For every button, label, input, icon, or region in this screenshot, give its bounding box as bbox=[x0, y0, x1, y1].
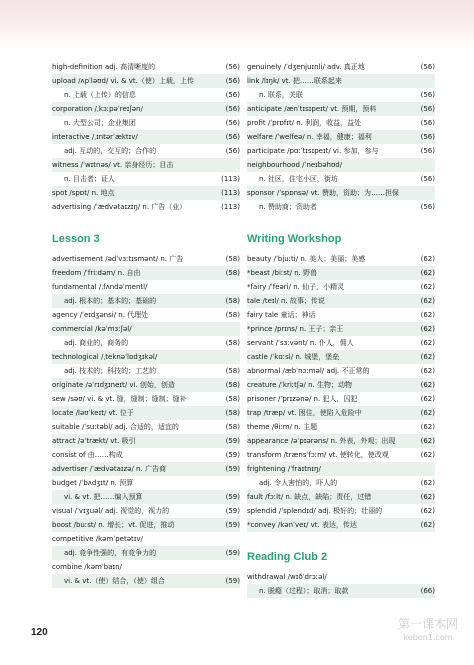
vocab-row bbox=[52, 392, 240, 406]
vocab-entry-text: welfare /ˈwelfeə/ n. 幸福，健康；福利 bbox=[247, 133, 372, 141]
vocab-entry-text: link /lɪŋk/ vt. 把……联系起来 bbox=[247, 77, 342, 85]
vocab-entry-text: vi. & vt.（使）结合，（使）组合 bbox=[64, 577, 165, 585]
vocab-page-ref: (62) bbox=[420, 395, 435, 403]
vocab-page-ref: (113) bbox=[221, 175, 240, 183]
vocab-entry-text: servant /ˈsɜːvənt/ n. 仆人，佣人 bbox=[247, 339, 354, 347]
vocab-page-ref: (58) bbox=[225, 255, 240, 263]
vocab-row bbox=[52, 200, 240, 214]
vocab-row bbox=[247, 518, 435, 532]
vocab-row bbox=[247, 308, 435, 322]
writing-workshop-list bbox=[247, 252, 435, 532]
vocab-row bbox=[247, 434, 435, 448]
vocab-page-ref: (66) bbox=[409, 584, 435, 598]
vocab-row bbox=[52, 336, 240, 350]
vocab-entry-text: trap /træp/ vt. 困住，使陷入危险中 bbox=[247, 409, 362, 417]
vocab-entry-text: competitive /kəmˈpetətɪv/ bbox=[52, 535, 143, 543]
vocab-page-ref: (56) bbox=[409, 130, 435, 144]
vocab-page-ref: (56) bbox=[409, 102, 435, 116]
vocab-page-ref: (56) bbox=[225, 119, 240, 127]
vocab-entry-text: freedom /ˈfriːdəm/ n. 自由 bbox=[52, 269, 141, 277]
vocab-entry-text: *beast /biːst/ n. 野兽 bbox=[247, 269, 318, 277]
vocab-entry-text: technological /ˌteknəˈlɒdʒɪkəl/ bbox=[52, 353, 158, 361]
vocab-page-ref: (62) bbox=[409, 322, 435, 336]
vocab-entry-text: n. 赞助商；资助者 bbox=[259, 203, 317, 211]
vocab-row bbox=[52, 322, 240, 336]
vocab-entry-text: *prince /prɪns/ n. 王子；亲王 bbox=[247, 325, 344, 333]
vocab-row bbox=[52, 88, 240, 102]
vocab-row bbox=[247, 116, 435, 130]
vocab-page-ref: (59) bbox=[214, 518, 240, 532]
vocab-row bbox=[52, 364, 240, 378]
vocab-entry-text: n. 目击者；证人 bbox=[64, 175, 115, 183]
vocab-page-ref: (58) bbox=[225, 367, 240, 375]
vocab-entry-text: budget /ˈbʌdʒɪt/ n. 预算 bbox=[52, 479, 134, 487]
vocab-entry-text: advertiser /ˈædvətaɪzə/ n. 广告商 bbox=[52, 465, 166, 473]
vocab-page-ref: (59) bbox=[214, 434, 240, 448]
vocab-row bbox=[247, 60, 435, 74]
vocab-entry-text: fault /fɔːlt/ n. 缺点，缺陷；责任，过错 bbox=[247, 493, 372, 501]
vocab-row bbox=[247, 172, 435, 186]
vocab-page-ref: (58) bbox=[214, 266, 240, 280]
vocab-row bbox=[247, 476, 435, 490]
vocab-entry-text: agency /ˈeɪdʒənsi/ n. 代理处 bbox=[52, 311, 149, 319]
vocab-page-ref: (62) bbox=[409, 350, 435, 364]
vocab-page-ref: (62) bbox=[409, 294, 435, 308]
section-title-writing-workshop: Writing Workshop bbox=[247, 233, 342, 245]
vocab-page-ref: (59) bbox=[225, 451, 240, 459]
vocab-page-ref: (62) bbox=[409, 518, 435, 532]
vocab-entry-text: fairy tale 童话；神话 bbox=[247, 311, 316, 319]
vocab-page-ref: (56) bbox=[420, 175, 435, 183]
vocab-row bbox=[247, 448, 435, 462]
vocab-entry-text: n. 社区，住宅小区，街坊 bbox=[259, 175, 338, 183]
vocab-page-ref: (58) bbox=[225, 311, 240, 319]
vocab-row bbox=[52, 462, 240, 476]
vocab-row bbox=[52, 308, 240, 322]
vocab-row bbox=[247, 266, 435, 280]
vocab-page-ref: (62) bbox=[420, 507, 435, 515]
vocab-row bbox=[247, 336, 435, 350]
page-number: 120 bbox=[31, 627, 48, 638]
vocab-page-ref: (62) bbox=[420, 255, 435, 263]
vocab-entry-text: genuinely /ˈdʒenjuɪnli/ adv. 真正地 bbox=[247, 63, 365, 71]
vocab-row bbox=[52, 266, 240, 280]
vocab-entry-text: tale /teɪl/ n. 故事；传说 bbox=[247, 297, 325, 305]
vocab-entry-text: frightening /ˈfraɪtnɪŋ/ bbox=[247, 465, 321, 473]
watermark-logo bbox=[388, 618, 468, 644]
vocab-row bbox=[247, 74, 435, 88]
vocab-row bbox=[52, 504, 240, 518]
vocab-row bbox=[247, 570, 435, 584]
vocab-page-ref: (62) bbox=[409, 490, 435, 504]
vocab-page-ref: (59) bbox=[214, 462, 240, 476]
vocab-entry-text: fundamental /ˌfʌndəˈmentl/ bbox=[52, 283, 148, 291]
vocab-row bbox=[52, 144, 240, 158]
vocab-row bbox=[52, 476, 240, 490]
vocab-row bbox=[52, 280, 240, 294]
vocab-page-ref: (56) bbox=[214, 74, 240, 88]
vocab-row bbox=[247, 294, 435, 308]
vocab-row bbox=[247, 490, 435, 504]
section-title-lesson-3: Lesson 3 bbox=[52, 233, 100, 245]
vocab-entry-text: adj. 令人害怕的，吓人的 bbox=[259, 479, 338, 487]
vocab-entry-text: high-definition adj. 高清晰度的 bbox=[52, 63, 156, 71]
vocab-entry-text: spot /spɒt/ n. 地点 bbox=[52, 189, 115, 197]
vocab-page-ref: (56) bbox=[420, 91, 435, 99]
vocab-entry-text: witness /ˈwɪtnəs/ vt. 亲身经历；目击 bbox=[52, 161, 174, 169]
vocab-entry-text: n. 联系，关联 bbox=[259, 91, 303, 99]
vocab-row bbox=[247, 252, 435, 266]
section-title-reading-club: Reading Club 2 bbox=[247, 551, 328, 563]
vocab-page-ref: (56) bbox=[420, 203, 435, 211]
vocab-entry-text: interactive /ˌɪntərˈæktɪv/ bbox=[52, 133, 138, 141]
vocab-row bbox=[247, 280, 435, 294]
vocab-entry-text: locate /ləʊˈkeɪt/ vt. 位于 bbox=[52, 409, 134, 417]
vocab-row bbox=[247, 420, 435, 434]
vocab-entry-text: splendid /ˈsplendɪd/ adj. 极好的；壮丽的 bbox=[247, 507, 383, 515]
watermark-text: 第一课本网 bbox=[397, 617, 458, 631]
vocab-row bbox=[52, 490, 240, 504]
vocab-page-ref: (62) bbox=[409, 266, 435, 280]
vocab-row bbox=[52, 158, 240, 172]
vocab-row bbox=[247, 504, 435, 518]
vocab-entry-text: sew /səʊ/ vi. & vt. 缝，缝制；缝制；缝补 bbox=[52, 395, 187, 403]
vocab-page-ref: (62) bbox=[420, 283, 435, 291]
vocab-entry-text: anticipate /ænˈtɪsɪpeɪt/ vt. 预期，预料 bbox=[247, 105, 377, 113]
header-band bbox=[0, 0, 474, 50]
right-column bbox=[247, 60, 435, 598]
vocab-row bbox=[52, 420, 240, 434]
vocab-entry-text: profit /ˈprɒfɪt/ n. 利润，收益，益处 bbox=[247, 119, 362, 127]
vocab-row bbox=[247, 144, 435, 158]
vocab-row bbox=[247, 186, 435, 200]
vocab-entry-text: adj. 商业的，商务的 bbox=[64, 339, 129, 347]
vocab-page-ref: (62) bbox=[420, 367, 435, 375]
vocab-row bbox=[52, 60, 240, 74]
vocab-page-ref: (62) bbox=[420, 423, 435, 431]
vocab-page-ref: (62) bbox=[420, 451, 435, 459]
vocab-entry-text: beauty /ˈbjuːti/ n. 美人；美丽；美感 bbox=[247, 255, 366, 263]
vocab-entry-text: abnormal /æbˈnɔːməl/ adj. 不正常的 bbox=[247, 367, 370, 375]
vocab-entry-text: advertisement /ədˈvɜːtɪsmənt/ n. 广告 bbox=[52, 255, 184, 263]
vocab-row bbox=[52, 406, 240, 420]
vocab-entry-text: upload /ʌpˈləʊd/ vi. & vt.（使）上载，上传 bbox=[52, 77, 194, 85]
vocab-page-ref: (56) bbox=[420, 119, 435, 127]
vocab-entry-text: withdrawal /wɪðˈdrɔːəl/ bbox=[247, 573, 327, 581]
vocab-entry-text: participate /pɑːˈtɪsɪpeɪt/ vi. 参加，参与 bbox=[247, 147, 379, 155]
vocab-row bbox=[247, 102, 435, 116]
vocab-entry-text: transform /trænsˈfɔːm/ vt. 使转化，使改观 bbox=[247, 451, 389, 459]
vocab-entry-text: prisoner /ˈprɪzənə/ n. 犯人，囚犯 bbox=[247, 395, 358, 403]
vocab-entry-text: n. 脱瘾（过程）；取消；取款 bbox=[259, 587, 349, 595]
vocab-page-ref: (62) bbox=[420, 311, 435, 319]
vocab-entry-text: theme /θiːm/ n. 主题 bbox=[247, 423, 318, 431]
vocab-page-ref: (62) bbox=[409, 434, 435, 448]
vocab-page-ref: (58) bbox=[225, 339, 240, 347]
vocab-row bbox=[52, 574, 240, 588]
vocab-row bbox=[52, 378, 240, 392]
vocab-entry-text: adj. 竞争性强的，有竞争力的 bbox=[64, 549, 157, 557]
vocab-entry-text: advertising /ˈædvətaɪzɪŋ/ n. 广告（业） bbox=[52, 203, 187, 211]
vocab-row bbox=[247, 584, 435, 598]
vocab-entry-text: combine /kəmˈbaɪn/ bbox=[52, 563, 122, 571]
vocab-entry-text: adj. 技术的；科技的；工艺的 bbox=[64, 367, 157, 375]
vocab-page-ref: (56) bbox=[225, 147, 240, 155]
vocab-row bbox=[52, 294, 240, 308]
vocab-row bbox=[247, 378, 435, 392]
vocab-row bbox=[52, 116, 240, 130]
vocab-page-ref: (56) bbox=[214, 102, 240, 116]
vocab-row bbox=[52, 130, 240, 144]
vocab-row bbox=[52, 252, 240, 266]
vocab-entry-text: adj. 根本的；基本的；基础的 bbox=[64, 297, 157, 305]
vocab-entry-text: sponsor /ˈspɒnsə/ vt. 赞助，资助；为……担保 bbox=[247, 189, 399, 197]
vocab-row bbox=[52, 546, 240, 560]
vocab-row bbox=[52, 172, 240, 186]
vocab-page-ref: (58) bbox=[214, 378, 240, 392]
vocab-row bbox=[247, 158, 435, 172]
vocab-row bbox=[52, 532, 240, 546]
vocab-entry-text: n. 大型公司；企业集团 bbox=[64, 119, 136, 127]
vocab-row bbox=[247, 88, 435, 102]
vocab-page-ref: (56) bbox=[420, 63, 435, 71]
vocab-page-ref: (59) bbox=[225, 507, 240, 515]
vocab-page-ref: (58) bbox=[225, 395, 240, 403]
vocab-entry-text: *convey /kənˈveɪ/ vt. 表达，传达 bbox=[247, 521, 357, 529]
vocab-row bbox=[52, 560, 240, 574]
vocab-row bbox=[247, 392, 435, 406]
vocab-entry-text: commercial /kəˈmɜːʃəl/ bbox=[52, 325, 132, 333]
vocab-page-ref: (56) bbox=[214, 130, 240, 144]
vocab-page-ref: (56) bbox=[420, 147, 435, 155]
vocab-page-ref: (62) bbox=[420, 479, 435, 487]
left-column bbox=[52, 60, 240, 588]
vocab-row bbox=[52, 186, 240, 200]
vocab-entry-text: boost /buːst/ n. 增长；vt. 促进，推动 bbox=[52, 521, 175, 529]
vocab-row bbox=[52, 434, 240, 448]
vocab-entry-text: corporation /ˌkɔːpəˈreɪʃən/ bbox=[52, 105, 143, 113]
vocab-page-ref: (113) bbox=[214, 186, 240, 200]
vocab-page-ref: (62) bbox=[409, 406, 435, 420]
right-top-list bbox=[247, 60, 435, 214]
vocab-row bbox=[247, 350, 435, 364]
vocab-entry-text: visual /ˈvɪʒuəl/ adj. 视觉的，视力的 bbox=[52, 507, 170, 515]
vocab-entry-text: adj. 互动的，交互的；合作的 bbox=[64, 147, 157, 155]
vocab-row bbox=[52, 350, 240, 364]
vocab-entry-text: n. 上载（上传）的信息 bbox=[64, 91, 136, 99]
vocab-row bbox=[247, 130, 435, 144]
vocab-entry-text: vi. & vt. 把……编入预算 bbox=[64, 493, 143, 501]
vocab-entry-text: *fairy /ˈfeəri/ n. 仙子，小精灵 bbox=[247, 283, 345, 291]
vocab-row bbox=[247, 462, 435, 476]
vocab-page-ref: (56) bbox=[225, 91, 240, 99]
vocab-entry-text: castle /ˈkɑːsl/ n. 城堡，堡垒 bbox=[247, 353, 340, 361]
vocab-row bbox=[247, 322, 435, 336]
vocab-page-ref: (58) bbox=[214, 294, 240, 308]
vocab-entry-text: creature /ˈkriːtʃə/ n. 生物；动物 bbox=[247, 381, 352, 389]
watermark-url: keben1.com bbox=[403, 633, 453, 642]
vocab-page-ref: (62) bbox=[409, 378, 435, 392]
vocab-row bbox=[52, 74, 240, 88]
vocab-page-ref: (113) bbox=[221, 203, 240, 211]
vocab-entry-text: consist of 由……构成 bbox=[52, 451, 123, 459]
vocab-page-ref: (56) bbox=[225, 63, 240, 71]
vocab-page-ref: (58) bbox=[225, 423, 240, 431]
lesson-3-list bbox=[52, 252, 240, 588]
vocab-row bbox=[52, 102, 240, 116]
vocab-row bbox=[52, 518, 240, 532]
vocab-row bbox=[247, 200, 435, 214]
left-top-list bbox=[52, 60, 240, 214]
vocab-row bbox=[52, 448, 240, 462]
vocab-entry-text: suitable /ˈsuːtəbl/ adj. 合适的，适宜的 bbox=[52, 423, 179, 431]
vocab-entry-text: neighbourhood /ˈneɪbəhʊd/ bbox=[247, 161, 343, 169]
vocab-row bbox=[247, 364, 435, 378]
vocab-page-ref: (62) bbox=[420, 339, 435, 347]
vocab-page-ref: (58) bbox=[214, 406, 240, 420]
vocab-row bbox=[247, 406, 435, 420]
vocab-entry-text: originate /əˈrɪdʒɪneɪt/ vi. 创始，创造 bbox=[52, 381, 175, 389]
vocab-page-ref: (59) bbox=[214, 490, 240, 504]
vocab-page-ref: (59) bbox=[214, 574, 240, 588]
vocab-page-ref: (59) bbox=[214, 546, 240, 560]
vocab-entry-text: attract /əˈtrækt/ vt. 吸引 bbox=[52, 437, 136, 445]
vocab-entry-text: appearance /əˈpɪərəns/ n. 外表，外观；出现 bbox=[247, 437, 396, 445]
reading-club-list bbox=[247, 570, 435, 598]
